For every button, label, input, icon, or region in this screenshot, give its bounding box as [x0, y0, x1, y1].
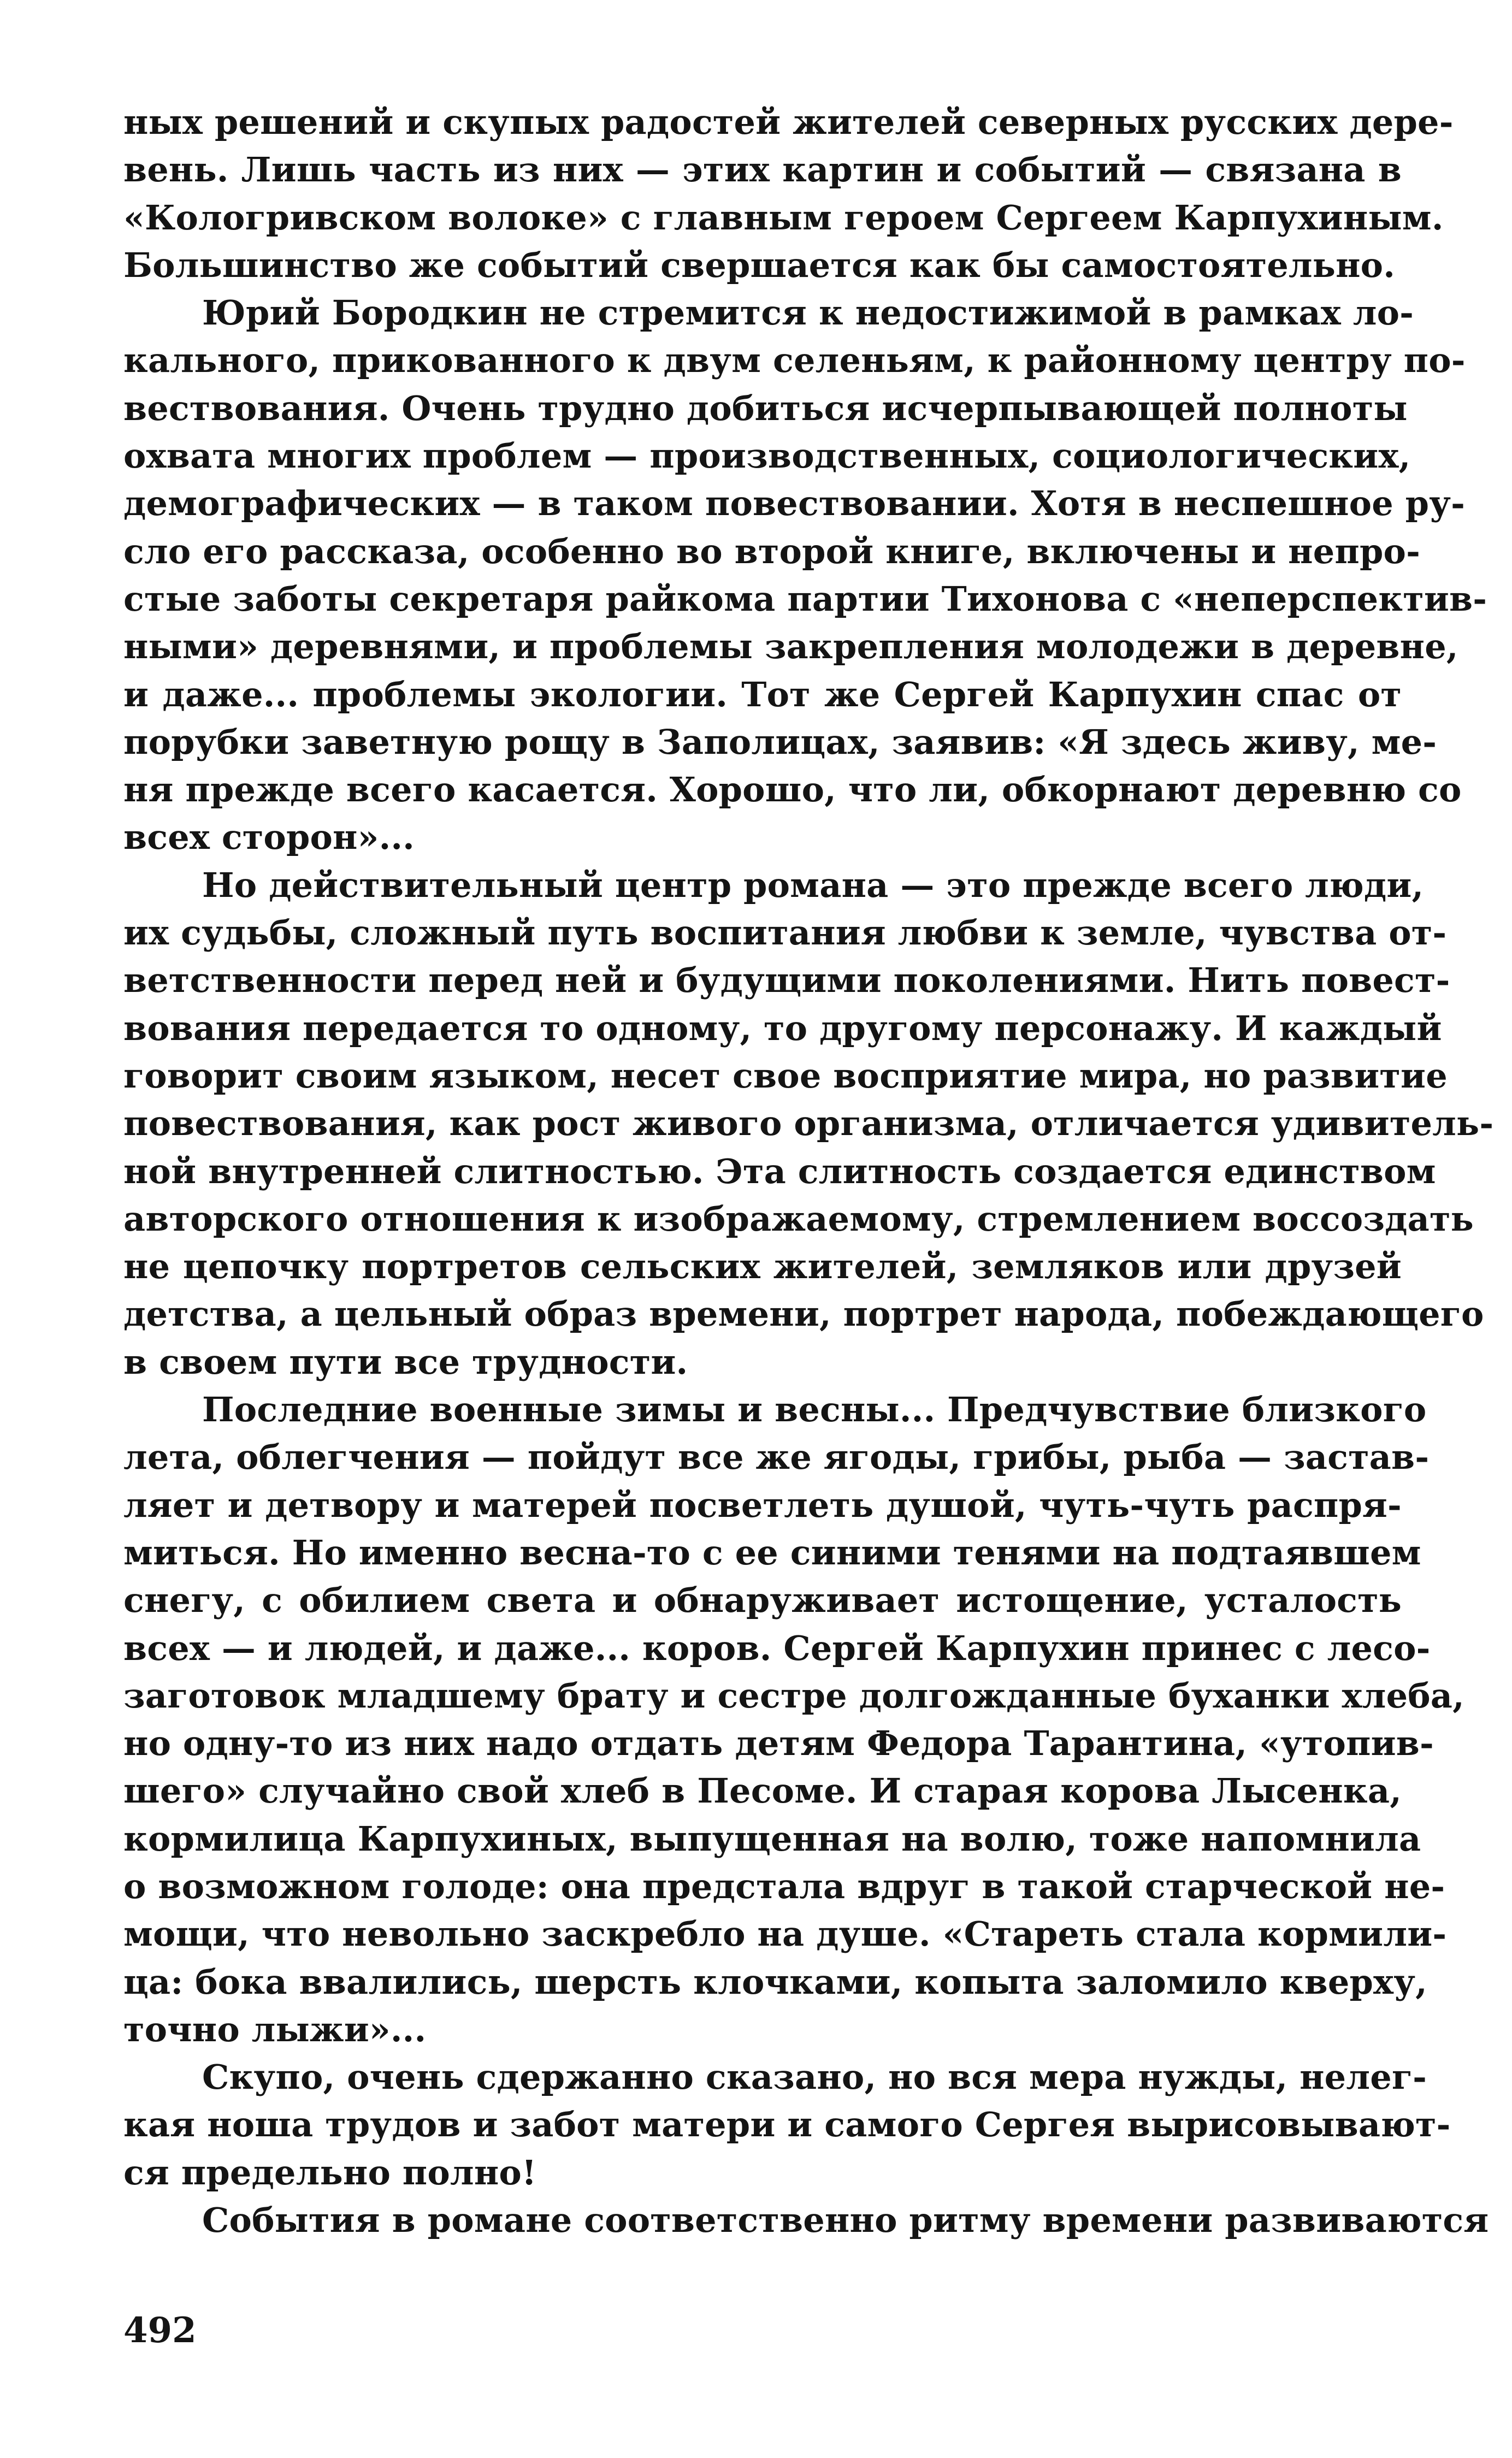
text-line: «Кологривском волоке» с главным героем Сергеем Карпухиным.	[123, 197, 1444, 238]
text-line: детства, а цельный образ времени, портрет народа, побеждающего	[123, 1294, 1484, 1334]
text-line: События в романе соответственно ритму времени развиваются	[202, 2200, 1489, 2241]
page-body	[123, 98, 1494, 2244]
text-line: вования передается то одному, то другому персонажу. И каждый	[123, 1008, 1442, 1048]
text-column	[123, 98, 1494, 2244]
text-line: сло его рассказа, особенно во второй книге, включены и непро-	[123, 531, 1421, 571]
paragraph	[123, 2196, 1489, 2244]
text-line: мощи, что невольно заскребло на душе. «Стареть стала кормили-	[123, 1914, 1447, 1954]
text-line: о возможном голоде: она предстала вдруг в такой старческой не-	[123, 1866, 1445, 1906]
text-line: ся предельно полно!	[123, 2152, 537, 2193]
text-line: их судьбы, сложный путь воспитания любви к земле, чувства от-	[123, 913, 1447, 953]
text-line: ца: бока ввалились, шерсть клочками, копыта заломило кверху,	[123, 1961, 1427, 2002]
text-line: стые заботы секретаря райкома партии Тихонова с «неперспектив-	[123, 578, 1487, 619]
page-number: 492	[123, 2310, 197, 2351]
text-line: вень. Лишь часть из них — этих картин и событий — связана в	[123, 150, 1402, 190]
text-line: не цепочку портретов сельских жителей, земляков или друзей	[123, 1246, 1402, 1287]
text-line: авторского отношения к изображаемому, стремлением воссоздать	[123, 1198, 1474, 1239]
text-line: кая ноша трудов и забот матери и самого Сергея вырисовывают-	[123, 2105, 1451, 2145]
text-line: шего» случайно свой хлеб в Песоме. И старая корова Лысенка,	[123, 1771, 1402, 1811]
paragraph	[123, 289, 1487, 861]
paragraph	[123, 2053, 1451, 2196]
text-line: всех — и людей, и даже... коров. Сергей Карпухин принес с лесо-	[123, 1628, 1431, 1668]
text-line: заготовок младшему брату и сестре долгожданные буханки хлеба,	[123, 1675, 1464, 1716]
text-line: ных решений и скупых радостей жителей северных русских дере-	[123, 102, 1454, 142]
text-line: Но действительный центр романа — это прежде всего люди,	[202, 865, 1424, 905]
text-line: кального, прикованного к двум селеньям, к районному центру по-	[123, 340, 1466, 381]
text-line: Последние военные зимы и весны... Предчувствие близкого	[202, 1390, 1427, 1430]
text-line: ветственности перед ней и будущими поколениями. Нить повест-	[123, 960, 1450, 1001]
text-line: демографических — в таком повествовании. Хотя в неспешное ру-	[123, 483, 1466, 524]
paragraph	[123, 98, 1454, 289]
text-line: ня прежде всего касается. Хорошо, что ли, обкорнают деревню со	[123, 770, 1462, 810]
text-line: ными» деревнями, и проблемы закрепления молодежи в деревне,	[123, 627, 1458, 667]
text-line: всех сторон»...	[123, 817, 415, 858]
text-line: охвата многих проблем — производственных, социологических,	[123, 436, 1411, 476]
text-line: Юрий Бородкин не стремится к недостижимой в рамках ло-	[202, 293, 1414, 333]
text-line: говорит своим языком, несет свое восприятие мира, но развитие	[123, 1055, 1448, 1096]
text-line: порубки заветную рощу в Заполицах, заявив: «Я здесь живу, ме-	[123, 722, 1437, 762]
text-line: ляет и детвору и матерей посветлеть душой, чуть-чуть распря-	[123, 1485, 1402, 1525]
text-line: точно лыжи»...	[123, 2009, 427, 2049]
paragraph	[123, 861, 1494, 1386]
paragraph	[123, 1386, 1464, 2053]
text-line: и даже... проблемы экологии. Тот же Сергей Карпухин спас от	[123, 674, 1402, 714]
text-line: миться. Но именно весна-то с ее синими тенями на подтаявшем	[123, 1532, 1421, 1573]
text-line: повествования, как рост живого организма, отличается удивитель-	[123, 1103, 1494, 1144]
text-line: в своем пути все трудности.	[123, 1342, 688, 1382]
text-line: Большинство же событий свершается как бы самостоятельно.	[123, 245, 1395, 285]
text-line: снегу, с обилием света и обнаруживает истощение, усталость	[123, 1580, 1402, 1621]
text-line: Скупо, очень сдержанно сказано, но вся мера нужды, нелег-	[202, 2057, 1427, 2097]
text-line: но одну-то из них надо отдать детям Федора Тарантина, «утопив-	[123, 1723, 1434, 1764]
text-line: вествования. Очень трудно добиться исчерпывающей полноты	[123, 388, 1408, 428]
text-line: ной внутренней слитностью. Эта слитность создается единством	[123, 1151, 1436, 1191]
text-line: лета, облегчения — пойдут все же ягоды, грибы, рыба — застав-	[123, 1437, 1430, 1478]
text-line: кормилица Карпухиных, выпущенная на волю, тоже напомнила	[123, 1818, 1421, 1859]
